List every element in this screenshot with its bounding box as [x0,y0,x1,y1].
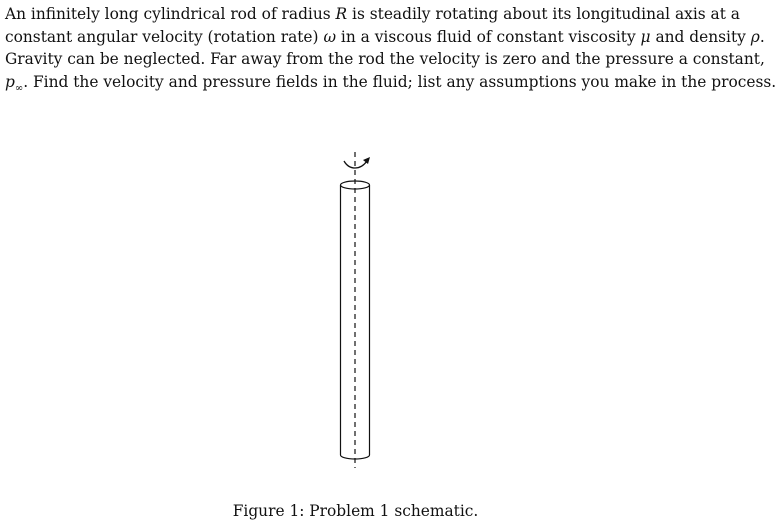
text-segment: Gravity can be neglected. Far away from the rod the velocity is zero and the pressure a constant, [5,50,765,68]
problem-line-1 [5,3,740,26]
symbol-p: p [5,72,15,91]
figure-caption: Figure 1: Problem 1 schematic. [232,502,479,520]
symbol-R: R [335,5,348,23]
rotation-arrow-icon [344,157,370,168]
symbol-mu: μ [640,27,651,46]
symbol-rho: ρ [750,27,760,46]
problem-line-4 [5,71,776,101]
text-segment: An infinitely long cylindrical rod of radius [5,5,336,23]
text-segment: is steadily rotating about its longitudinal axis at a [347,5,740,23]
problem-statement [5,3,776,100]
text-segment: . Find the velocity and pressure fields in the fluid; list any assumptions you make in the process. [23,72,776,91]
problem-line-2 [5,26,765,49]
symbol-omega: ω [323,27,337,46]
text-segment: constant angular velocity (rotation rate) [5,27,324,46]
text-segment: in a viscous fluid of constant viscosity [336,27,641,46]
text-segment: and density [650,27,751,46]
problem-line-3 [5,48,765,71]
text-segment: . [759,27,765,46]
symbol-infinity-subscript: ∞ [14,82,24,94]
rotating-rod-schematic [325,150,385,470]
